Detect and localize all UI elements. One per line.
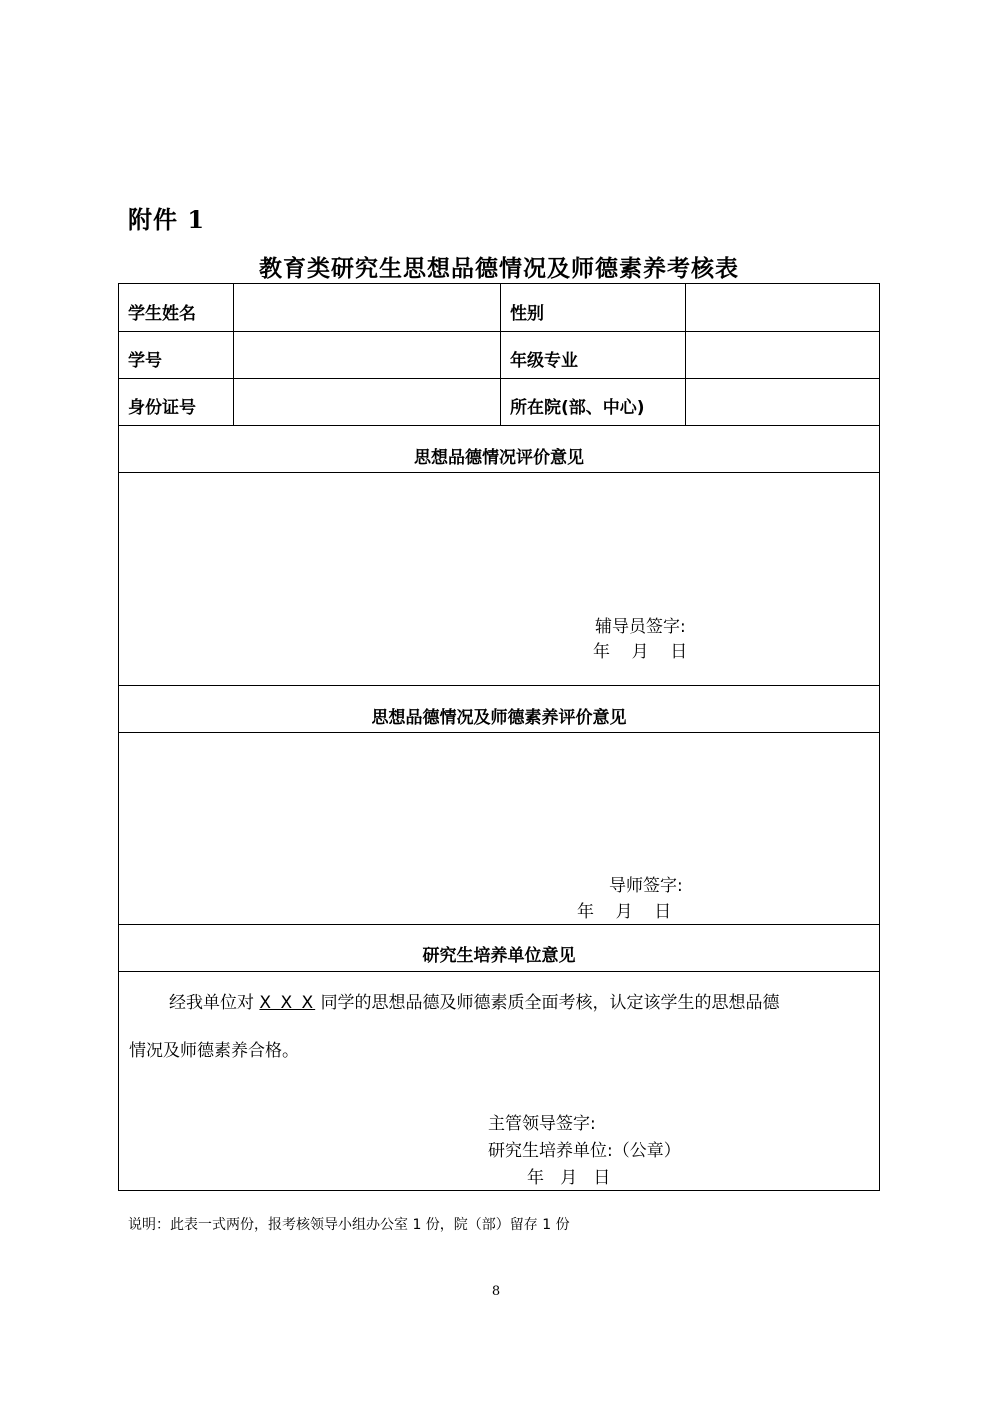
column-divider	[500, 284, 501, 425]
opinion-text-before: 经我单位对	[169, 993, 254, 1013]
row-divider	[119, 971, 879, 972]
row-divider	[119, 472, 879, 473]
grade-major-label: 年级专业	[510, 351, 578, 371]
counselor-date: 年 月 日	[593, 642, 688, 662]
opinion-text-after: 同学的思想品德及师德素质全面考核，认定该学生的思想品德	[320, 993, 780, 1013]
student-id-label: 学号	[128, 351, 162, 371]
section-moral-heading: 思想品德情况评价意见	[414, 448, 584, 468]
footnote: 说明：此表一式两份，报考核领导小组办公室 1 份，院（部）留存 1 份	[128, 1217, 570, 1233]
column-divider	[233, 284, 234, 425]
row-divider	[119, 732, 879, 733]
id-number-label: 身份证号	[128, 398, 196, 418]
section-ethics-heading: 思想品德情况及师德素养评价意见	[371, 708, 627, 728]
supervisor-signature-label: 导师签字:	[609, 876, 683, 896]
unit-date: 年 月 日	[527, 1168, 611, 1188]
unit-opinion-line2: 情况及师德素养合格。	[129, 1041, 299, 1061]
leader-signature-label: 主管领导签字:	[488, 1114, 596, 1134]
school-label: 所在院(部、中心)	[510, 398, 645, 418]
column-divider	[685, 284, 686, 425]
document-title: 教育类研究生思想品德情况及师德素养考核表	[259, 255, 739, 282]
supervisor-date: 年 月 日	[577, 902, 672, 922]
row-divider	[119, 685, 879, 686]
attachment-label: 附件 1	[128, 205, 206, 234]
row-divider	[119, 425, 879, 426]
student-name-label: 学生姓名	[128, 304, 196, 324]
counselor-signature-label: 辅导员签字:	[595, 617, 686, 637]
assessment-form	[118, 283, 880, 1191]
unit-opinion-line1	[129, 993, 874, 1013]
section-unit-heading: 研究生培养单位意见	[422, 946, 576, 966]
student-name-placeholder: X X X	[259, 993, 316, 1013]
gender-label: 性别	[510, 304, 544, 324]
page-number: 8	[491, 1284, 501, 1299]
unit-seal-label: 研究生培养单位:（公章）	[488, 1141, 681, 1161]
row-divider	[119, 924, 879, 925]
